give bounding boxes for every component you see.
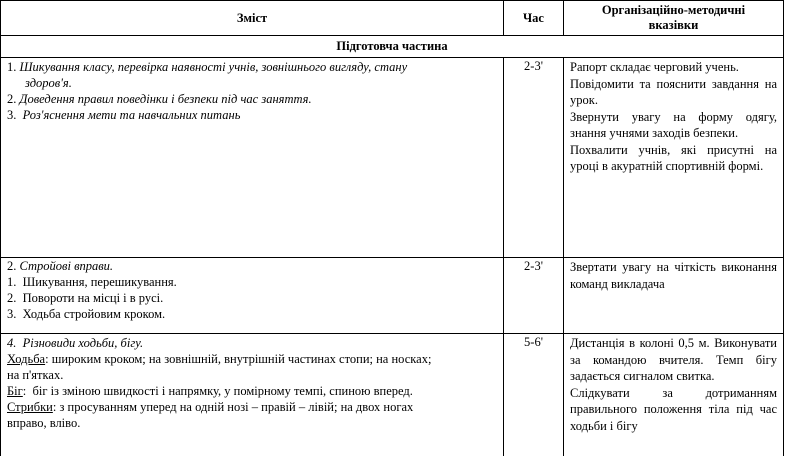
row3-content (1, 334, 504, 456)
row1-note-1: Рапорт складає черговий учень. (570, 60, 739, 74)
row1-item1-cont: здоров'я. (25, 76, 72, 90)
row2-time: 2-3' (504, 258, 564, 334)
table-row (1, 58, 784, 258)
header-notes (564, 1, 784, 36)
row1-note-2: Повідомити та пояснити завдання на урок. (570, 76, 777, 107)
row3-heading: 4. Різновиди ходьби, бігу. (7, 336, 144, 350)
run-text: : біг із зміною швидкості і напрямку, у помірному темпі, спиною вперед. (22, 384, 413, 398)
jump-label: Стрибки (7, 400, 53, 414)
row3-time: 5-6' (504, 334, 564, 456)
row2-heading-num: 2. (7, 259, 17, 273)
row3-walk (7, 351, 497, 367)
row2-heading-text: Стройові вправи. (19, 259, 114, 273)
walk-label: Ходьба (7, 352, 46, 366)
row3-notes (564, 334, 784, 456)
section-row (1, 36, 784, 58)
row1-item2 (7, 91, 497, 107)
jump-text: : з просуванням уперед на одній нозі – правій – лівій; на двох ногах (52, 400, 414, 414)
row1-item3-num: 3. (7, 108, 17, 122)
table-row (1, 258, 784, 334)
table-header-row (1, 1, 784, 36)
table-row (1, 334, 784, 456)
row1-item3-text: Роз'яснення мети та навчальних питань (22, 108, 241, 122)
row1-item1-num: 1. (7, 60, 17, 74)
header-notes-line2: вказівки (648, 18, 699, 32)
row1-notes (564, 58, 784, 258)
row1-time: 2-3' (504, 58, 564, 258)
row3-note-2: Слідкувати за дотриманням правильного положення тіла під час ходьби і бігу (570, 385, 777, 433)
row1-item2-num: 2. (7, 92, 17, 106)
row1-item3 (7, 107, 497, 123)
row2-item: 3. Ходьба стройовим кроком. (7, 307, 166, 321)
row2-item: 1. Шикування, перешикування. (7, 275, 177, 289)
row2-item: 2. Повороти на місці і в русі. (7, 291, 164, 305)
row1-content (1, 58, 504, 258)
row1-note-3: Звернути увагу на форму одягу, знання учнями заходів безпеки. (570, 109, 777, 140)
row1-note-4: Похвалити учнів, які присутні на уроці в акуратній спортивній формі. (570, 142, 777, 173)
header-content: Зміст (1, 1, 504, 36)
row1-item1 (7, 59, 497, 75)
row3-run (7, 383, 497, 399)
row3-jump (7, 399, 497, 415)
row2-content (1, 258, 504, 334)
header-time: Час (504, 1, 564, 36)
row3-walk-cont: на п'ятках. (7, 368, 64, 382)
row3-jump-cont: вправо, вліво. (7, 416, 81, 430)
run-label: Біг (7, 384, 23, 398)
header-notes-line1: Організаційно-методичні (601, 3, 746, 17)
row2-notes: Звертати увагу на чіткість виконання команд викладача (564, 258, 784, 334)
walk-text: : широким кроком; на зовнішній, внутрішній частинах стопи; на носках; (45, 352, 432, 366)
row3-note-1: Дистанція в колоні 0,5 м. Виконувати за командою вчителя. Темп бігу задається сигналом свитка. (570, 336, 777, 383)
section-title: Підготовча частина (1, 36, 784, 58)
row1-item2-text: Доведення правил поведінки і безпеки під час заняття. (19, 92, 312, 106)
row1-item1-text: Шикування класу, перевірка наявності учнів, зовнішнього вигляду, стану (19, 60, 408, 74)
row2-heading (7, 258, 497, 274)
